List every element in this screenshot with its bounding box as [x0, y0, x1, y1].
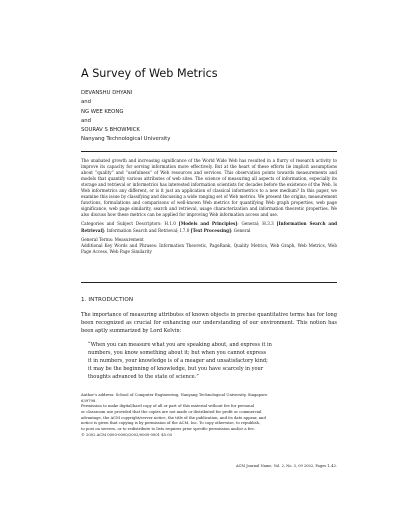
categories-text: : Information Search and Retrieval; I.7.0 — [104, 227, 191, 233]
section-heading: 1. INTRODUCTION — [81, 297, 134, 303]
category-bold: [Text Processing] — [190, 227, 232, 233]
author-separator: and — [81, 99, 91, 106]
footnote-line: or classroom use provided that the copies are not made or distributed for profit or commercial — [81, 409, 262, 414]
author-name: NG WEE KEONG — [81, 108, 124, 115]
author-name: SOURAV S BHOWMICK — [81, 127, 140, 134]
kelvin-quote — [88, 341, 331, 381]
footnote-line: 639798. — [81, 398, 97, 403]
quote-line: it in numbers, your knowledge is of a meager and unsatisfactory kind; — [88, 358, 268, 365]
footnote-line: notice is given that copying is by permission of the ACM, Inc. To copy otherwise, to republish, — [81, 421, 261, 426]
categories-text: : General; H.3.3 — [237, 221, 277, 227]
categories-text: Categories and Subject Descriptors: H.1.0 — [81, 221, 179, 227]
categories-line — [81, 221, 337, 233]
footnote-line: advantage, the ACM copyright/server notice, the title of the publication, and its date appear, and — [81, 415, 266, 420]
author-separator: and — [81, 117, 91, 124]
author-affiliation: Nanyang Technological University — [81, 136, 171, 143]
intro-paragraph: The importance of measuring attributes of known objects in precise quantitative terms has for long been recognized as crucial for enhancing our understanding of our environment. This notion has been aptly summarized by Lord Kelvin: — [81, 312, 337, 335]
footnote-line: to post on servers, or to redistribute to lists requires prior specific permission and/or a fee. — [81, 426, 255, 431]
abstract-top-rule — [81, 151, 337, 152]
footnote-line: Permission to make digital/hard copy of all or part of this material without fee for personal — [81, 404, 255, 409]
quote-line: “When you can measure what you are speaking about, and express it in — [88, 342, 272, 348]
author-block — [81, 89, 341, 145]
quote-line: thoughts advanced to the state of science.” — [88, 374, 199, 381]
footnote-line: Author’s address: School of Computer Engineering, Nanyang Technological University, Singapore — [81, 393, 268, 397]
author-name: DEVANSHU DHYANI — [81, 90, 133, 96]
abstract — [81, 158, 337, 255]
keywords: Additional Key Words and Phrases: Information Theoretic, PageRank, Quality Metrics, Web Graph, Web Metrics, Web Page Access, Web Page Similarity — [81, 242, 337, 254]
abstract-paragraph: The unabated growth and increasing significance of the World Wide Web has resulted in a flurry of research activity to improve its capacity for serving information more effectively. But at the heart of these efforts lie implicit assumptions about “quality” and “usefulness” of Web resources and services. This observation points towards measurements and models that quantify various attributes of web sites. The science of measuring all aspects of information, especially its storage and retrieval or informetrics has interested information scientists for decades before the existence of the Web. Is Web informetrics any different, or is it just an application of classical informetrics to a new medium? In this paper, we examine this issue by classifying and discussing a wide ranging set of Web metrics. We present the origins, measurement functions, formulations and comparisons of well-known Web metrics for quantifying Web graph properties, web page significance, web page similarity, search and retrieval, usage characterization and information theoretic properties. We also discuss how these metrics can be applied for improving Web information access and use. — [81, 158, 337, 218]
general-terms: General Terms: Measurement — [81, 236, 144, 242]
categories-text: : General — [231, 227, 251, 233]
quote-line: it may be the beginning of knowledge, but you have scarcely in your — [88, 366, 264, 373]
abstract-bottom-rule — [81, 282, 337, 283]
footnote-line: © 2002 ACM 0000-0000/2002/0000-0001 $5.00 — [81, 432, 172, 437]
paper-title: A Survey of Web Metrics — [81, 67, 218, 80]
quote-line: numbers, you know something about it; but when you cannot express — [88, 350, 267, 357]
journal-footer: ACM Journal Name, Vol. 2, No. 3, 09 2002, Pages 1–42. — [236, 464, 337, 468]
category-bold: [Information Search and Retrieval] — [81, 221, 337, 233]
footnotes — [81, 393, 337, 438]
category-bold: [Models and Principles] — [178, 221, 238, 227]
